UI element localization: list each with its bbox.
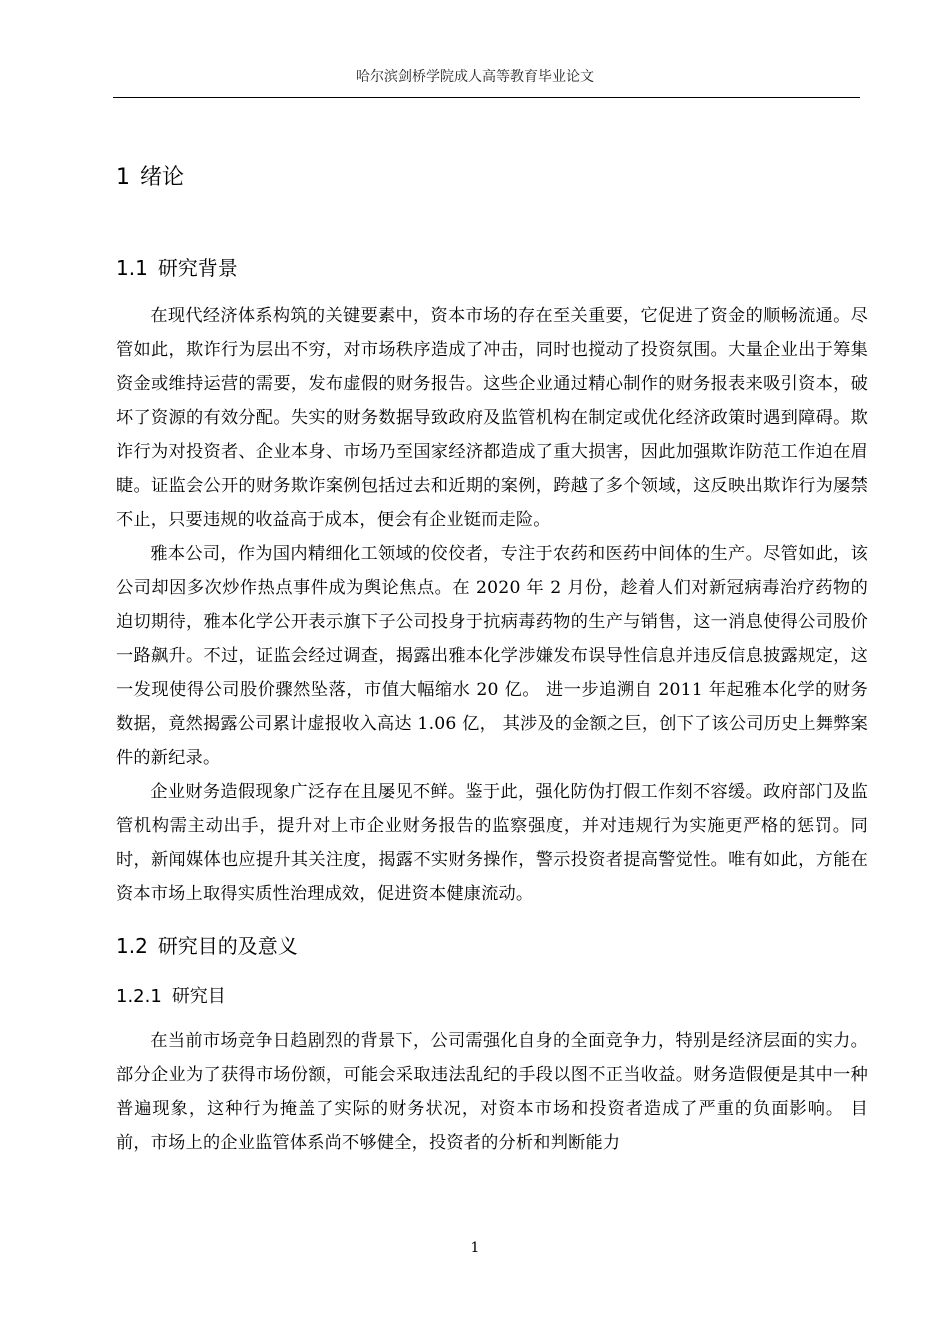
- section-1-2: [116, 930, 868, 959]
- section-heading-1-2: [116, 930, 868, 959]
- chapter-heading: [116, 160, 184, 191]
- page-number: 1: [470, 1240, 480, 1256]
- section-number: 1.1: [116, 256, 148, 280]
- paragraph: 在当前市场竞争日趋剧烈的背景下，公司需强化自身的全面竞争力，特别是经济层面的实力。部分企业为了获得市场份额，可能会采取违法乱纪的手段以图不正当收益。财务造假便是其中一种普遍现象，这种行为掩盖了实际的财务状况，对资本市场和投资者造成了严重的负面影响。 目前，市场上的企业监管体系尚不够健全，投资者的分析和判断能力: [116, 1031, 868, 1153]
- subsection-title: 研究目: [171, 986, 226, 1007]
- paragraph: 企业财务造假现象广泛存在且屡见不鲜。鉴于此，强化防伪打假工作刻不容缓。政府部门及监管机构需主动出手，提升对上市企业财务报告的监察强度，并对违规行为实施更严格的惩罚。同时，新闻媒体也应提升其关注度，揭露不实财务操作，警示投资者提高警觉性。唯有如此，方能在资本市场上取得实质性治理成效，促进资本健康流动。: [116, 782, 868, 904]
- paragraph: 雅本公司，作为国内精细化工领域的佼佼者，专注于农药和医药中间体的生产。尽管如此，该公司却因多次炒作热点事件成为舆论焦点。在 2020 年 2 月份，趁着人们对新冠病毒治疗药物的迫切期待，雅本化学公开表示旗下子公司投身于抗病毒药物的生产与销售，这一消息使得公司股价一路飙升。不过，证监会经过调查，揭露出雅本化学涉嫌发布误导性信息并违反信息披露规定，这一发现使得公司股价骤然坠落，市值大幅缩水 20 亿。 进一步追溯自 2011 年起雅本化学的财务数据，竟然揭露公司累计虚报收入高达 1.06 亿， 其涉及的金额之巨，创下了该公司历史上舞弊案件的新纪录。: [116, 544, 868, 768]
- subsection-number: 1.2.1: [116, 986, 162, 1007]
- section-heading-1-1: [116, 252, 868, 281]
- section-title: 研究目的及意义: [157, 934, 298, 958]
- section-1-2-1: [116, 982, 868, 1160]
- section-1-1: [116, 252, 868, 911]
- chapter-title: 绪论: [140, 165, 185, 190]
- chapter-number: 1: [116, 165, 130, 190]
- section-number: 1.2: [116, 934, 148, 958]
- header-divider: [113, 97, 860, 98]
- paragraph: 在现代经济体系构筑的关键要素中，资本市场的存在至关重要，它促进了资金的顺畅流通。尽管如此，欺诈行为层出不穷，对市场秩序造成了冲击，同时也搅动了投资氛围。大量企业出于筹集资金或维持运营的需要，发布虚假的财务报告。这些企业通过精心制作的财务报表来吸引资本，破坏了资源的有效分配。失实的财务数据导致政府及监管机构在制定或优化经济政策时遇到障碍。欺诈行为对投资者、企业本身、市场乃至国家经济都造成了重大损害，因此加强欺诈防范工作迫在眉睫。证监会公开的财务欺诈案例包括过去和近期的案例，跨越了多个领域，这反映出欺诈行为屡禁不止，只要违规的收益高于成本，便会有企业铤而走险。: [116, 306, 868, 530]
- section-title: 研究背景: [157, 256, 238, 280]
- subsection-heading-1-2-1: [116, 982, 868, 1008]
- page-header: 哈尔滨剑桥学院成人高等教育毕业论文: [356, 69, 594, 85]
